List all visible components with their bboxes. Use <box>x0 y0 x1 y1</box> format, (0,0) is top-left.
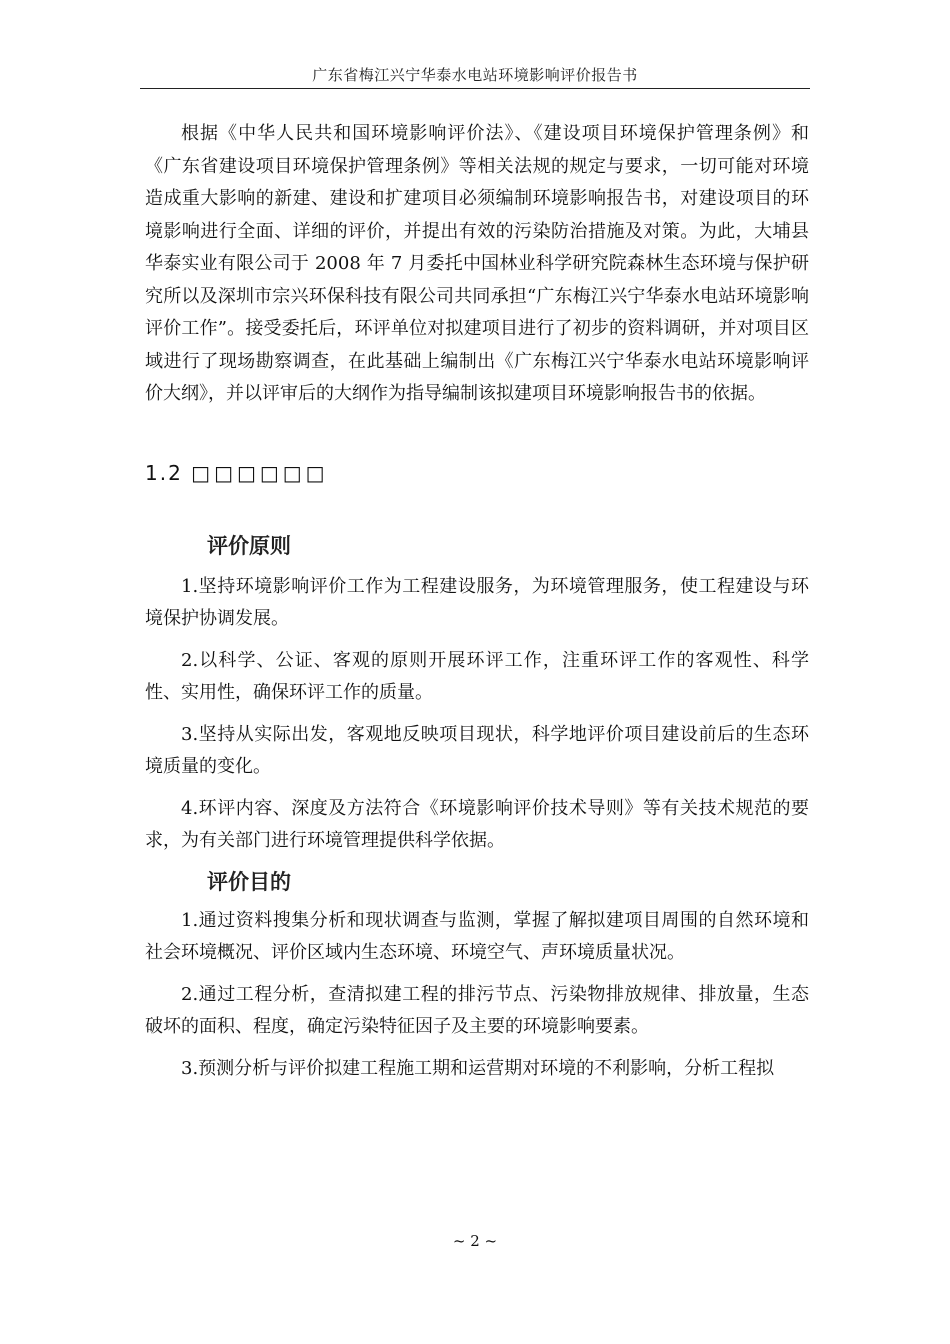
page-number: ~ 2 ~ <box>452 1232 498 1250</box>
running-header: 广东省梅江兴宁华泰水电站环境影响评价报告书 <box>312 66 638 84</box>
header-divider <box>140 88 810 89</box>
principle-item: 4.环评内容、深度及方法符合《环境影响评价技术导则》等有关技术规范的要求，为有关部门进行环境管理提供科学依据。 <box>145 797 809 851</box>
objective-item: 3.预测分析与评价拟建工程施工期和运营期对环境的不利影响，分析工程拟 <box>181 1057 775 1079</box>
section-heading <box>145 459 809 487</box>
section-number: 1.2 <box>145 460 183 485</box>
objective-item: 2.通过工程分析，查清拟建工程的排污节点、污染物排放规律、排放量，生态破坏的面积、程度，确定污染特征因子及主要的环境影响要素。 <box>145 983 809 1037</box>
principles-heading: 评价原则 <box>207 532 291 558</box>
section-title: □□□□□□ <box>191 460 329 485</box>
principle-item: 3.坚持从实际出发，客观地反映项目现状，科学地评价项目建设前后的生态环境质量的变化。 <box>145 723 809 777</box>
intro-paragraph: 根据《中华人民共和国环境影响评价法》、《建设项目环境保护管理条例》和《广东省建设项目环境保护管理条例》等相关法规的规定与要求，一切可能对环境造成重大影响的新建、建设和扩建项目必须编制环境影响报告书，对建设项目的环境影响进行全面、详细的评价，并提出有效的污染防治措施及对策。为此，大埔县华泰实业有限公司于 2008 年 7 月委托中国林业科学研究院森林生态环境与保护研究所以及深圳市宗兴环保科技有限公司共同承担“广东梅江兴宁华泰水电站环境影响评价工作”。接受委托后，环评单位对拟建项目进行了初步的资料调研，并对项目区域进行了现场勘察调查，在此基础上编制出《广东梅江兴宁华泰水电站环境影响评价大纲》，并以评审后的大纲作为指导编制该拟建项目环境影响报告书的依据。 <box>145 123 809 404</box>
principle-item: 1.坚持环境影响评价工作为工程建设服务，为环境管理服务，使工程建设与环境保护协调发展。 <box>145 575 809 629</box>
objectives-heading: 评价目的 <box>207 868 291 894</box>
principle-item: 2.以科学、公证、客观的原则开展环评工作，注重环评工作的客观性、科学性、实用性，确保环评工作的质量。 <box>145 649 809 703</box>
objective-item: 1.通过资料搜集分析和现状调查与监测，掌握了解拟建项目周围的自然环境和社会环境概况、评价区域内生态环境、环境空气、声环境质量状况。 <box>145 909 809 963</box>
page-body <box>145 118 809 1094</box>
